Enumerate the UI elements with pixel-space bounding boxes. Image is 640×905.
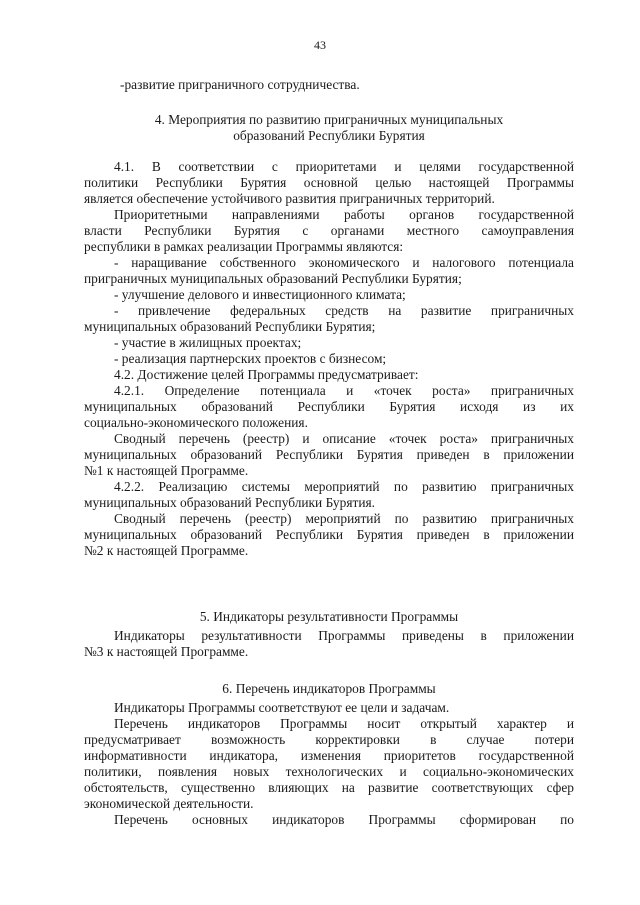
text-line: №1 к настоящей Программе. xyxy=(84,463,249,478)
text-line: приграничных муниципальных образований Республики Бурятия; xyxy=(84,271,462,286)
text-line: муниципальных образований Республики Бурятия приведен в приложении xyxy=(84,447,574,462)
heading-line: образований Республики Бурятия xyxy=(233,128,425,143)
text-line: информативности индикатора, изменения приоритетов государственной xyxy=(84,748,574,763)
text-line: Приоритетными направлениями работы органов государственной xyxy=(114,207,574,222)
text-line: социально-экономического положения. xyxy=(84,415,308,430)
text-line: Индикаторы результативности Программы приведены в приложении xyxy=(114,628,574,643)
section-4-heading xyxy=(84,112,574,144)
text-line: политики, появления новых технологических и социально-экономических xyxy=(84,764,574,779)
text-line: политики Республики Бурятия основной целью настоящей Программы xyxy=(84,175,574,190)
section-6-body xyxy=(84,700,574,828)
bullet-line: - реализация партнерских проектов с бизнесом; xyxy=(114,351,387,366)
heading-line: 5. Индикаторы результативности Программы xyxy=(199,609,459,624)
text-line: муниципальных образований Республики Бурятия. xyxy=(84,495,375,510)
text-line: муниципальных образований Республики Бурятия; xyxy=(84,319,376,334)
text-line: Перечень основных индикаторов Программы сформирован по xyxy=(114,812,574,827)
bullet-line: - участие в жилищных проектах; xyxy=(114,335,302,350)
page-number: 43 xyxy=(314,38,326,52)
text-line: 4.2.2. Реализацию системы мероприятий по развитию приграничных xyxy=(114,479,574,494)
section-6-heading xyxy=(84,681,574,697)
text-line: экономической деятельности. xyxy=(84,796,254,811)
section-5-body xyxy=(84,628,574,660)
text-line: Перечень индикаторов Программы носит открытый характер и xyxy=(114,716,574,731)
text-line: Сводный перечень (реестр) и описание «точек роста» приграничных xyxy=(114,431,574,446)
text-line: муниципальных образований Республики Бурятия приведен в приложении xyxy=(84,527,574,542)
text-line: власти Республики Бурятия с органами местного самоуправления xyxy=(84,223,574,238)
bullet-line: - улучшение делового и инвестиционного климата; xyxy=(114,287,406,302)
text-line: 4.2. Достижение целей Программы предусматривает: xyxy=(114,367,419,382)
text-line: №2 к настоящей Программе. xyxy=(84,543,249,558)
intro-paragraph xyxy=(84,77,574,93)
section-5-heading xyxy=(84,609,574,625)
section-4-body xyxy=(84,159,574,559)
text-line: республики в рамках реализации Программы являются: xyxy=(84,239,404,254)
text-line: муниципальных образований Республики Бурятия исходя из их xyxy=(84,399,574,414)
text-line: 4.1. В соответствии с приоритетами и целями государственной xyxy=(114,159,574,174)
bullet-line: - привлечение федеральных средств на развитие приграничных xyxy=(114,303,574,318)
text-line: является обеспечение устойчивого развития приграничных территорий. xyxy=(84,191,495,206)
heading-line: 6. Перечень индикаторов Программы xyxy=(222,681,436,696)
heading-line: 4. Мероприятия по развитию приграничных муниципальных xyxy=(154,112,504,127)
text-line: предусматривает возможность корректировки в случае потери xyxy=(84,732,574,747)
text-line: №3 к настоящей Программе. xyxy=(84,644,249,659)
text-line: 4.2.1. Определение потенциала и «точек роста» приграничных xyxy=(114,383,574,398)
text-line: -развитие приграничного сотрудничества. xyxy=(120,77,360,92)
bullet-line: - наращивание собственного экономического и налогового потенциала xyxy=(114,255,574,270)
text-line: Индикаторы Программы соответствуют ее цели и задачам. xyxy=(114,700,450,715)
text-line: Сводный перечень (реестр) мероприятий по развитию приграничных xyxy=(114,511,574,526)
text-line: обстоятельств, существенно влияющих на развитие соответствующих сфер xyxy=(84,780,574,795)
